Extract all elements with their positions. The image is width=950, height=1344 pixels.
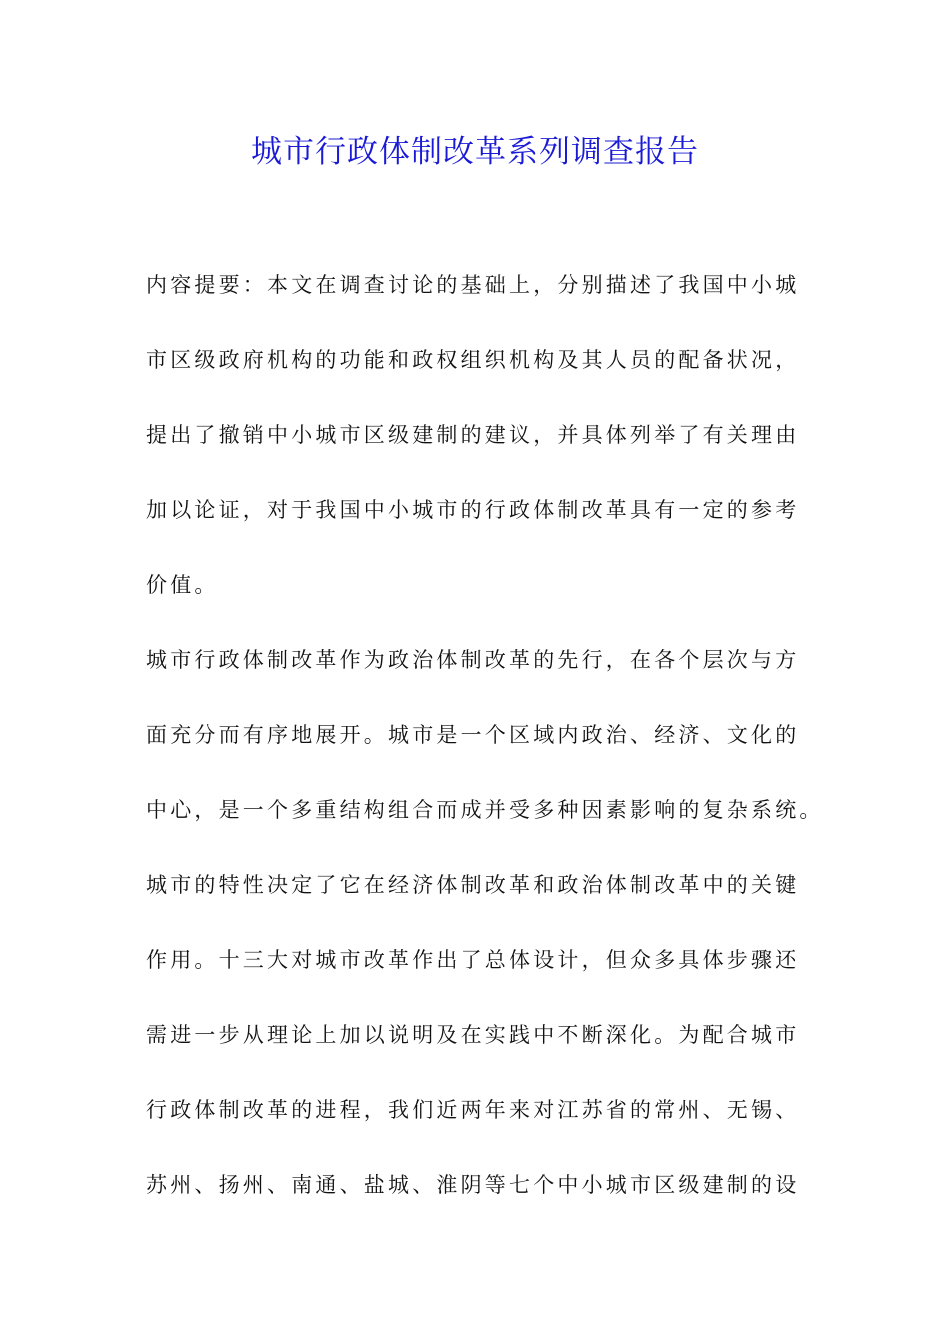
text-line: 苏州、扬州、南通、盐城、淮阴等七个中小城市区级建制的设 bbox=[146, 1173, 800, 1197]
text-line: 需进一步从理论上加以说明及在实践中不断深化。为配合城市 bbox=[146, 1023, 800, 1047]
text-line: 城市的特性决定了它在经济体制改革和政治体制改革中的关键 bbox=[146, 873, 800, 897]
text-line: 城市行政体制改革作为政治体制改革的先行，在各个层次与方 bbox=[146, 648, 800, 672]
text-line: 作用。十三大对城市改革作出了总体设计，但众多具体步骤还 bbox=[146, 948, 800, 972]
text-line: 价值。 bbox=[146, 573, 219, 597]
text-line: 市区级政府机构的功能和政权组织机构及其人员的配备状况， bbox=[146, 348, 800, 372]
document-body bbox=[146, 262, 826, 1237]
text-line: 内容提要：本文在调查讨论的基础上，分别描述了我国中小城 bbox=[146, 273, 800, 297]
text-line: 加以论证，对于我国中小城市的行政体制改革具有一定的参考 bbox=[146, 498, 800, 522]
text-line: 中心，是一个多重结构组合而成并受多种因素影响的复杂系统。 bbox=[146, 798, 824, 822]
text-line: 面充分而有序地展开。城市是一个区域内政治、经济、文化的 bbox=[146, 723, 800, 747]
document-title: 城市行政体制改革系列调查报告 bbox=[251, 134, 699, 170]
text-line: 行政体制改革的进程，我们近两年来对江苏省的常州、无锡、 bbox=[146, 1098, 800, 1122]
text-line: 提出了撤销中小城市区级建制的建议，并具体列举了有关理由 bbox=[146, 423, 800, 447]
